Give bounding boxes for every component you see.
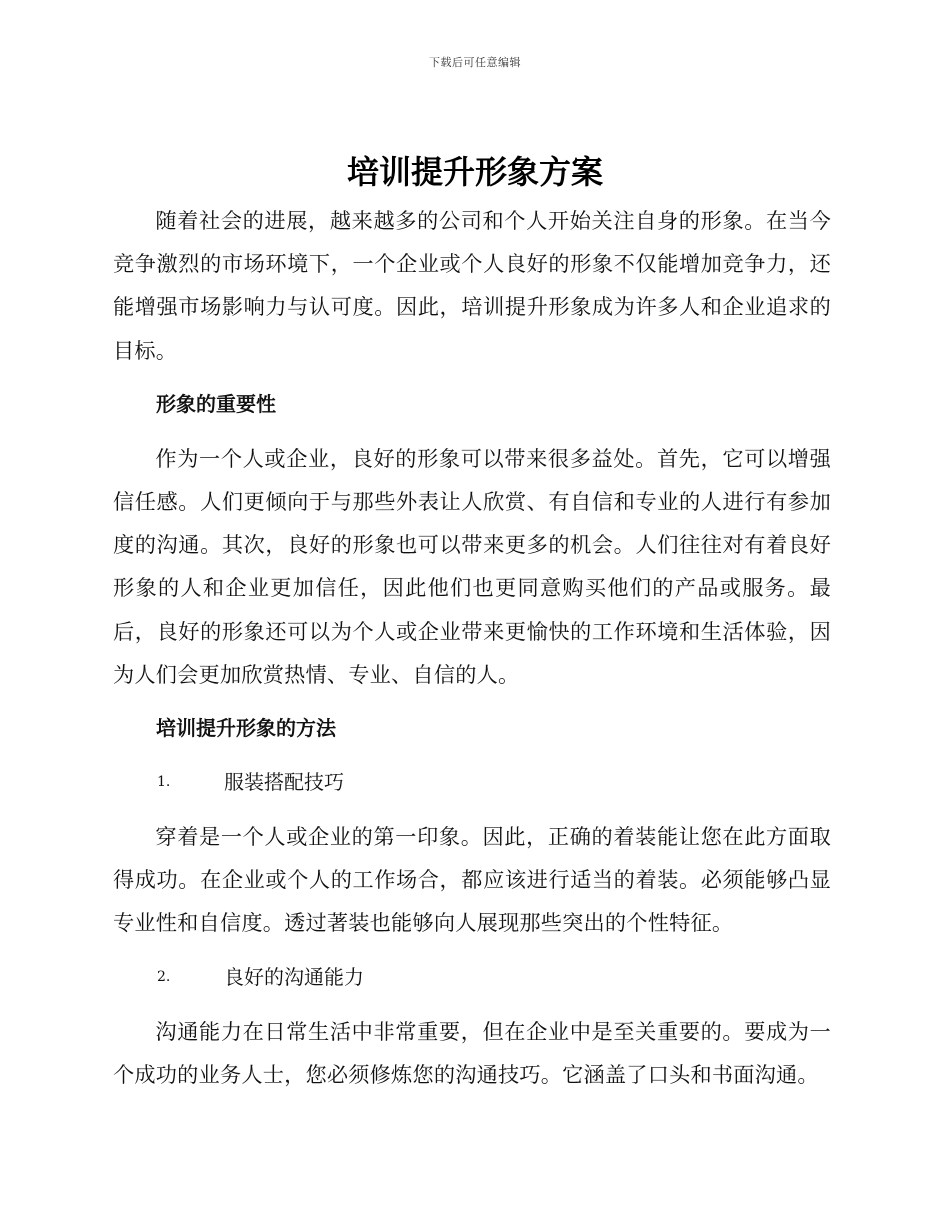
list-item-label: 服装搭配技巧 <box>224 770 344 795</box>
importance-paragraph: 作为一个人或企业，良好的形象可以带来很多益处。首先，它可以增强信任感。人们更倾向于与那些外表让人欣赏、有自信和专业的人进行有参加度的沟通。其次，良好的形象也可以带来更多的机会。人们往往对有着良好形象的人和企业更加信任，因此他们也更同意购买他们的产品或服务。最后，良好的形象还可以为个人或企业带来更愉快的工作环境和生活体验，因为人们会更加欣赏热情、专业、自信的人。 <box>113 445 831 687</box>
clothing-paragraph: 穿着是一个人或企业的第一印象。因此，正确的着装能让您在此方面取得成功。在企业或个人的工作场合，都应该进行适当的着装。必须能够凸显专业性和自信度。透过著装也能够向人展现那些突出的个性特征。 <box>113 824 831 936</box>
list-item-clothing <box>113 761 831 804</box>
list-item-label: 良好的沟通能力 <box>224 964 364 989</box>
section-heading-methods: 培训提升形象的方法 <box>156 716 336 741</box>
communication-paragraph: 沟通能力在日常生活中非常重要，但在企业中是至关重要的。要成为一个成功的业务人士，您必须修炼您的沟通技巧。它涵盖了口头和书面沟通。 <box>113 1018 831 1087</box>
document-title: 培训提升形象方案 <box>346 153 603 191</box>
header-note: 下载后可任意编辑 <box>429 56 521 69</box>
list-number: 2. <box>157 968 171 985</box>
list-number: 1. <box>157 774 171 791</box>
list-item-communication <box>113 956 831 999</box>
intro-paragraph: 随着社会的进展，越来越多的公司和个人开始关注自身的形象。在当今竞争激烈的市场环境下，一个企业或个人良好的形象不仅能增加竞争力，还能增强市场影响力与认可度。因此，培训提升形象成为许多人和企业追求的目标。 <box>113 208 831 363</box>
document-body <box>113 199 831 1096</box>
section-heading-importance: 形象的重要性 <box>156 391 276 416</box>
